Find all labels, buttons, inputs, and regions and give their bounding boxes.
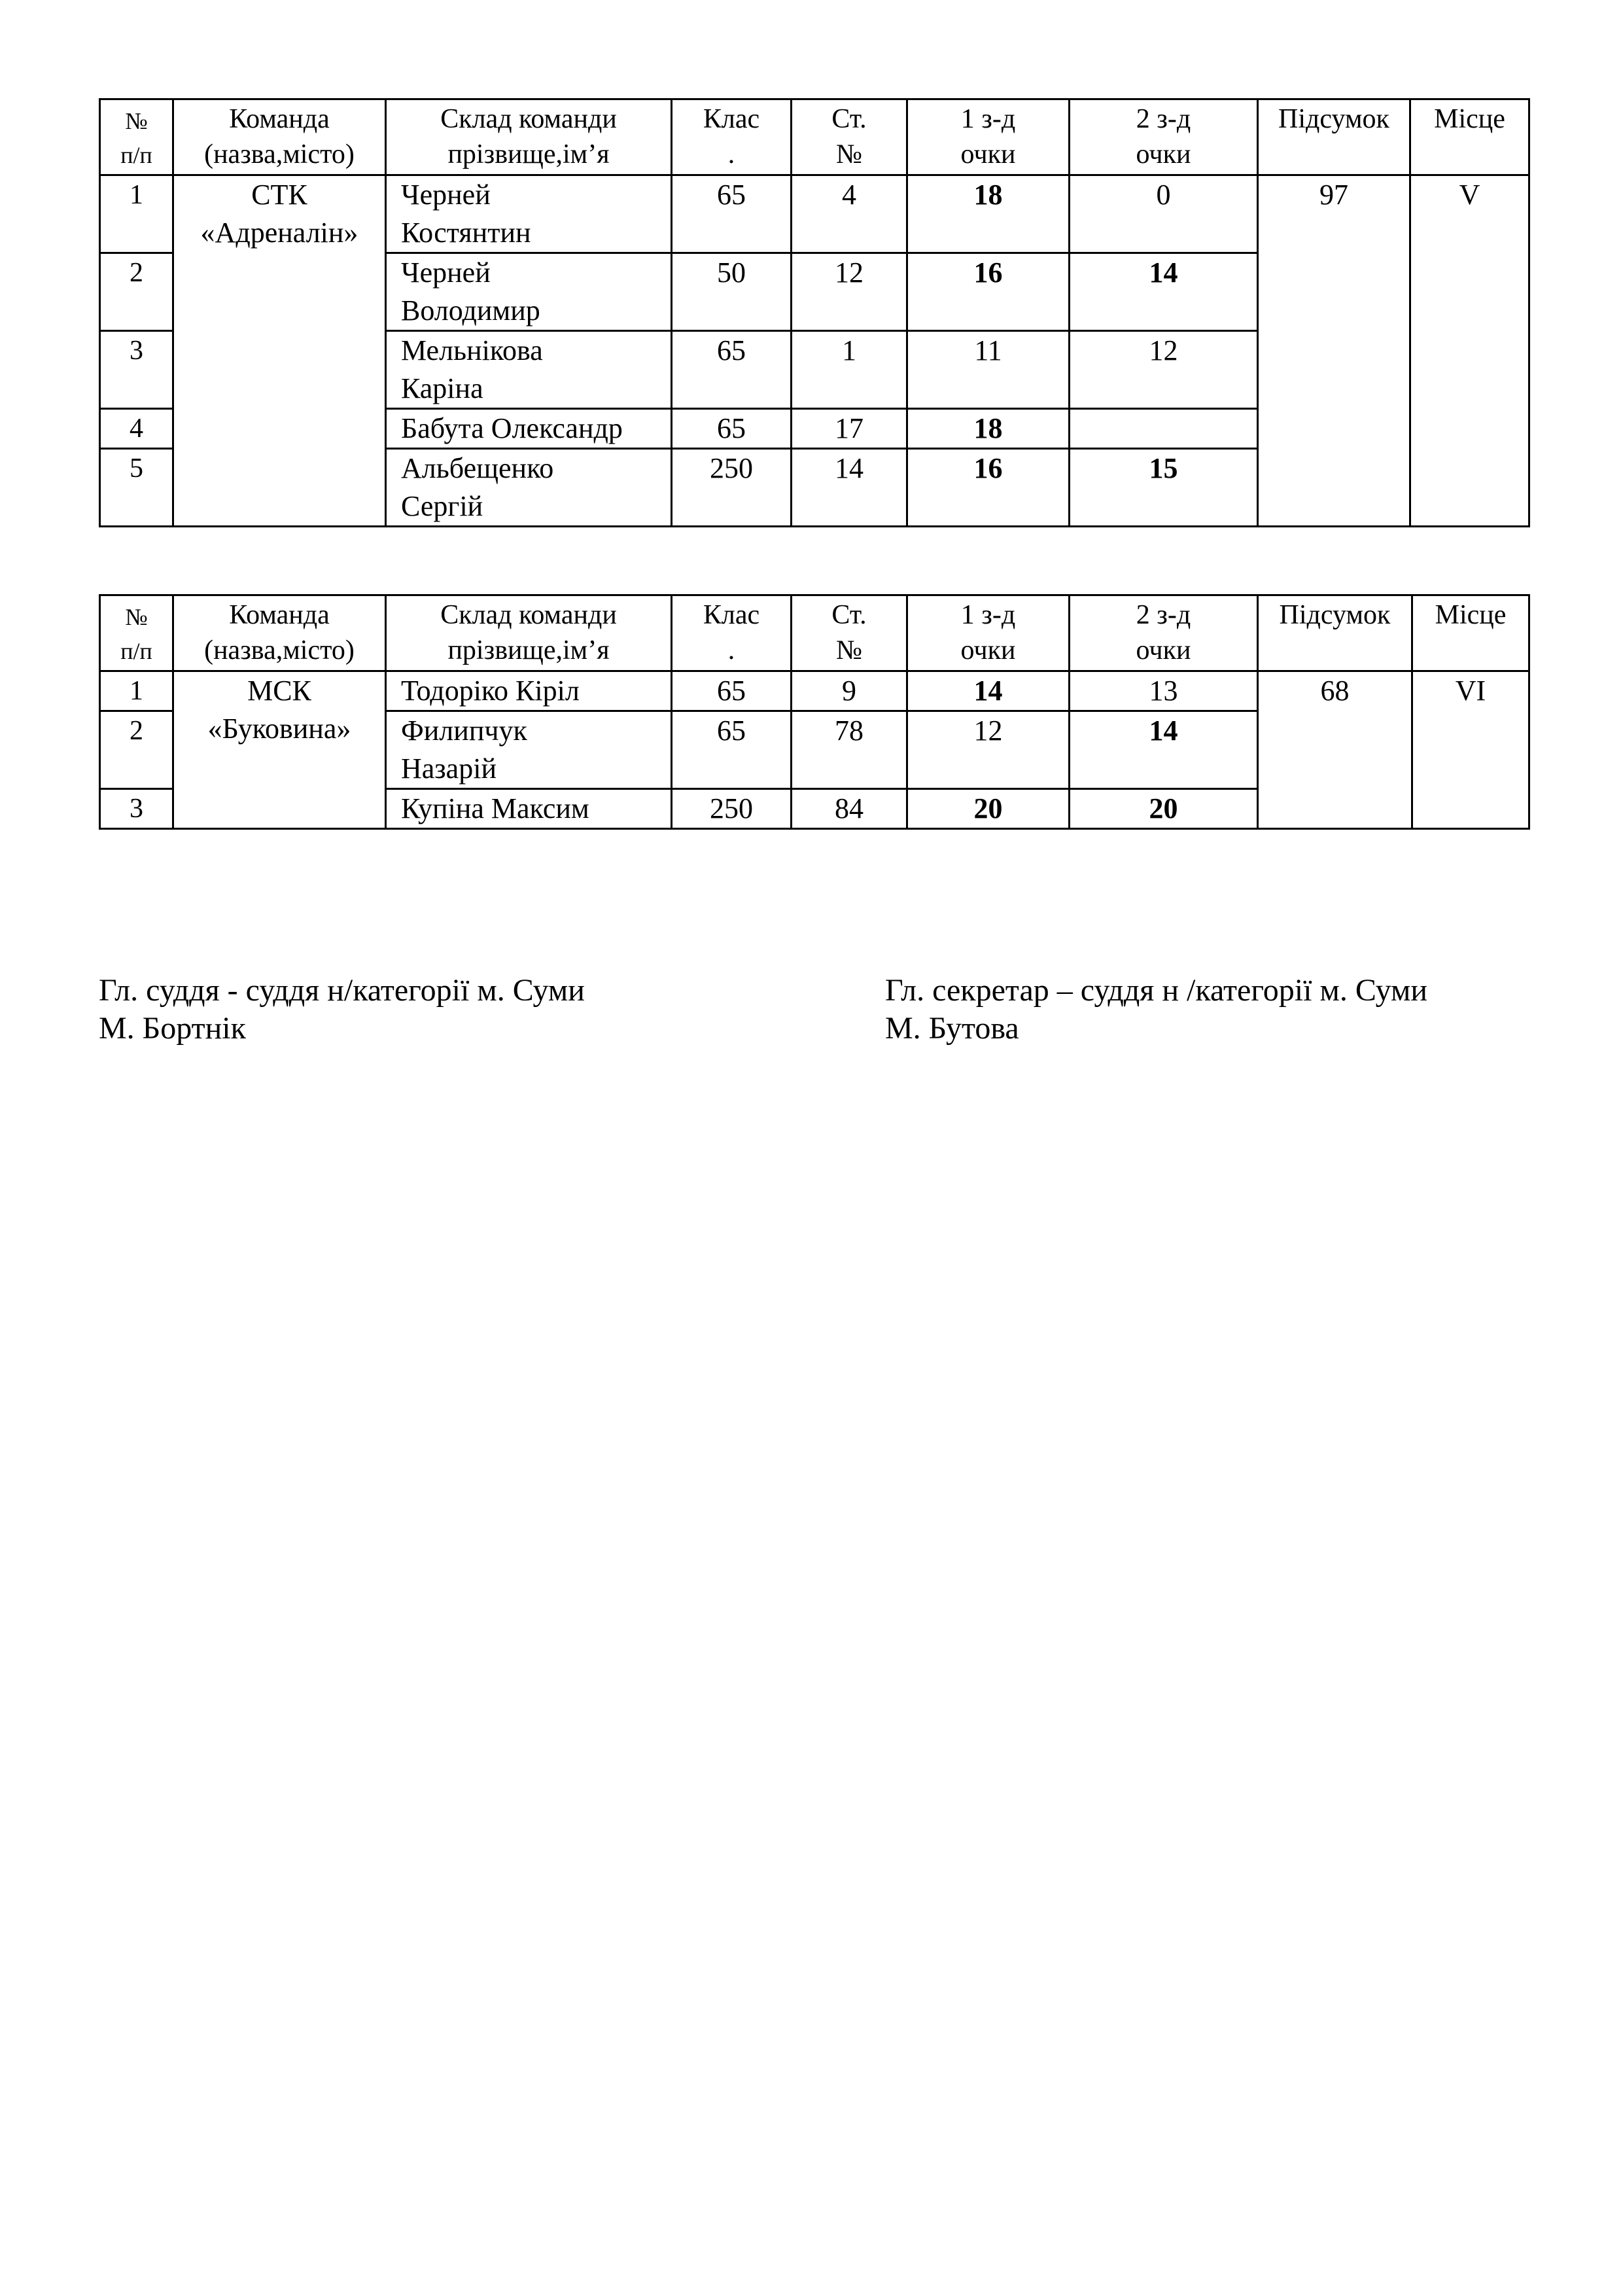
stage1-points: 20 [907,789,1070,829]
chief-judge-name: М. Бортнік [99,1011,246,1046]
header-place: Місце [1412,595,1529,671]
stage1-points: 12 [907,711,1070,789]
class-value: 250 [672,789,792,829]
start-number: 14 [792,449,907,527]
stage1-points: 18 [907,409,1070,449]
team-place: VI [1412,671,1529,829]
header-total: Підсумок [1258,595,1412,671]
athlete-name: Черней Костянтин [386,175,672,253]
class-value: 65 [672,409,792,449]
start-number: 78 [792,711,907,789]
header-stage2: 2 з-д очки [1070,595,1258,671]
table-row [100,175,1529,253]
header-num: № п/п [100,595,173,671]
start-number: 84 [792,789,907,829]
row-num: 2 [100,253,173,331]
team-name: СТК «Адреналін» [173,175,386,527]
class-value: 50 [672,253,792,331]
chief-judge-signature [99,972,585,1048]
team-total: 68 [1258,671,1412,829]
header-start: Ст. № [792,99,907,175]
start-number: 17 [792,409,907,449]
start-number: 12 [792,253,907,331]
class-value: 65 [672,671,792,711]
header-total: Підсумок [1258,99,1410,175]
row-num: 5 [100,449,173,527]
row-num: 1 [100,671,173,711]
stage2-points: 14 [1070,253,1258,331]
start-number: 4 [792,175,907,253]
class-value: 65 [672,331,792,409]
row-num: 4 [100,409,173,449]
header-place: Місце [1410,99,1529,175]
header-row [100,99,1529,175]
athlete-name: Тодоріко Кіріл [386,671,672,711]
header-stage1: 1 з-д очки [907,595,1070,671]
chief-secretary-name: М. Бутова [885,1011,1019,1046]
athlete-name: Альбещенко Сергій [386,449,672,527]
row-num: 2 [100,711,173,789]
stage2-points: 13 [1070,671,1258,711]
chief-secretary-title: Гл. секретар – суддя н /категорії м. Суми [885,973,1428,1008]
row-num: 3 [100,331,173,409]
class-value: 65 [672,711,792,789]
athlete-name: Бабута Олександр [386,409,672,449]
athlete-name: Мельнікова Каріна [386,331,672,409]
athlete-name: Филипчук Назарій [386,711,672,789]
header-team: Команда (назва,місто) [173,99,386,175]
stage2-points: 20 [1070,789,1258,829]
athlete-name: Купіна Максим [386,789,672,829]
header-start: Ст. № [792,595,907,671]
athlete-name: Черней Володимир [386,253,672,331]
chief-secretary-signature [885,972,1427,1048]
class-value: 65 [672,175,792,253]
header-roster: Склад команди прізвище,ім’я [386,99,672,175]
start-number: 1 [792,331,907,409]
stage1-points: 14 [907,671,1070,711]
results-table-1 [99,98,1530,527]
team-total: 97 [1258,175,1410,527]
team-place: V [1410,175,1529,527]
row-num: 1 [100,175,173,253]
stage2-points: 12 [1070,331,1258,409]
row-num: 3 [100,789,173,829]
stage1-points: 16 [907,449,1070,527]
header-team: Команда (назва,місто) [173,595,386,671]
start-number: 9 [792,671,907,711]
chief-judge-title: Гл. суддя - суддя н/категорії м. Суми [99,973,585,1008]
header-class: Клас . [672,99,792,175]
table-row [100,671,1529,711]
results-table-2 [99,594,1530,830]
class-value: 250 [672,449,792,527]
header-row [100,595,1529,671]
team-name: МСК «Буковина» [173,671,386,829]
stage2-points: 15 [1070,449,1258,527]
stage1-points: 16 [907,253,1070,331]
header-num: № п/п [100,99,173,175]
header-stage2: 2 з-д очки [1070,99,1258,175]
header-class: Клас . [672,595,792,671]
header-stage1: 1 з-д очки [907,99,1070,175]
stage1-points: 18 [907,175,1070,253]
stage2-points: 0 [1070,175,1258,253]
stage1-points: 11 [907,331,1070,409]
stage2-points [1070,409,1258,449]
header-roster: Склад команди прізвище,ім’я [386,595,672,671]
stage2-points: 14 [1070,711,1258,789]
